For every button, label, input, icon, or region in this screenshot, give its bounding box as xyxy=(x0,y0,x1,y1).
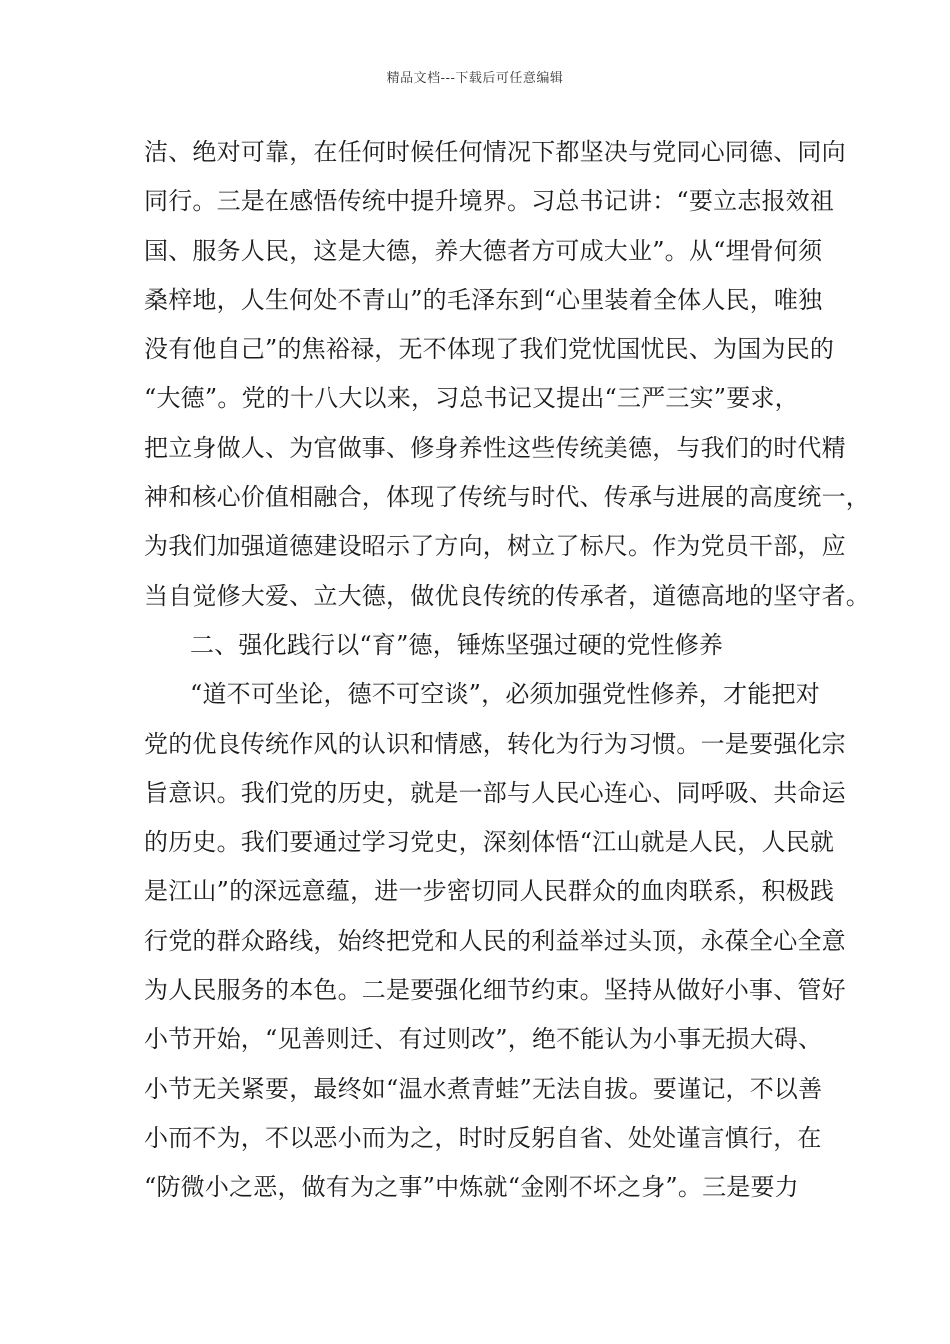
text-line: 是江山”的深远意蕴，进一步密切同人民群众的血肉联系，积极践 xyxy=(144,877,835,906)
section-heading: 二、强化践行以“育”德，锤炼坚强过硬的党性修养 xyxy=(190,630,724,659)
text-line: 旨意识。我们党的历史，就是一部与人民心连心、同呼吸、共命运 xyxy=(144,778,846,807)
text-line: 为人民服务的本色。二是要强化细节约束。坚持从做好小事、管好 xyxy=(144,976,846,1005)
text-line: “大德”。党的十八大以来，习总书记又提出“三严三实”要求， xyxy=(144,384,799,413)
body-text xyxy=(144,128,870,1213)
text-line: 同行。三是在感悟传统中提升境界。习总书记讲：“要立志报效祖 xyxy=(144,187,835,216)
text-line: 神和核心价值相融合，体现了传统与时代、传承与进展的高度统一， xyxy=(144,483,870,512)
text-line: 小节开始，“见善则迁、有过则改”，绝不能认为小事无损大碍、 xyxy=(144,1025,823,1054)
text-line: “防微小之恶，做有为之事”中炼就“金刚不坏之身”。三是要力 xyxy=(144,1173,799,1202)
text-line: 没有他自己”的焦裕禄，无不体现了我们党忧国忧民、为国为民的 xyxy=(144,335,835,364)
text-line: 党的优良传统作风的认识和情感，转化为行为习惯。一是要强化宗 xyxy=(144,729,846,758)
text-line: 当自觉修大爱、立大德，做优良传统的传承者，道德高地的坚守者。 xyxy=(144,581,870,610)
text-line: 小节无关紧要，最终如“温水煮青蛙”无法自拔。要谨记，不以善 xyxy=(144,1074,823,1103)
text-line: 小而不为，不以恶小而为之，时时反躬自省、处处谨言慎行，在 xyxy=(144,1123,822,1152)
text-line: 行党的群众路线，始终把党和人民的利益举过头顶，永葆全心全意 xyxy=(144,926,846,955)
text-line: 把立身做人、为官做事、修身养性这些传统美德，与我们的时代精 xyxy=(144,433,846,462)
page-header: 精品文档---下载后可任意编辑 xyxy=(386,71,564,86)
text-line: 的历史。我们要通过学习党史，深刻体悟“江山就是人民，人民就 xyxy=(144,828,835,857)
text-line: 国、服务人民，这是大德，养大德者方可成大业”。从“埋骨何须 xyxy=(144,236,823,265)
paragraph-start-line: “道不可坐论，德不可空谈”，必须加强党性修养，才能把对 xyxy=(190,680,820,709)
text-line: 桑梓地，人生何处不青山”的毛泽东到“心里装着全体人民，唯独 xyxy=(144,285,823,314)
text-line: 洁、绝对可靠，在任何时候任何情况下都坚决与党同心同德、同向 xyxy=(144,138,846,166)
text-line: 为我们加强道德建设昭示了方向，树立了标尺。作为党员干部，应 xyxy=(144,532,846,561)
